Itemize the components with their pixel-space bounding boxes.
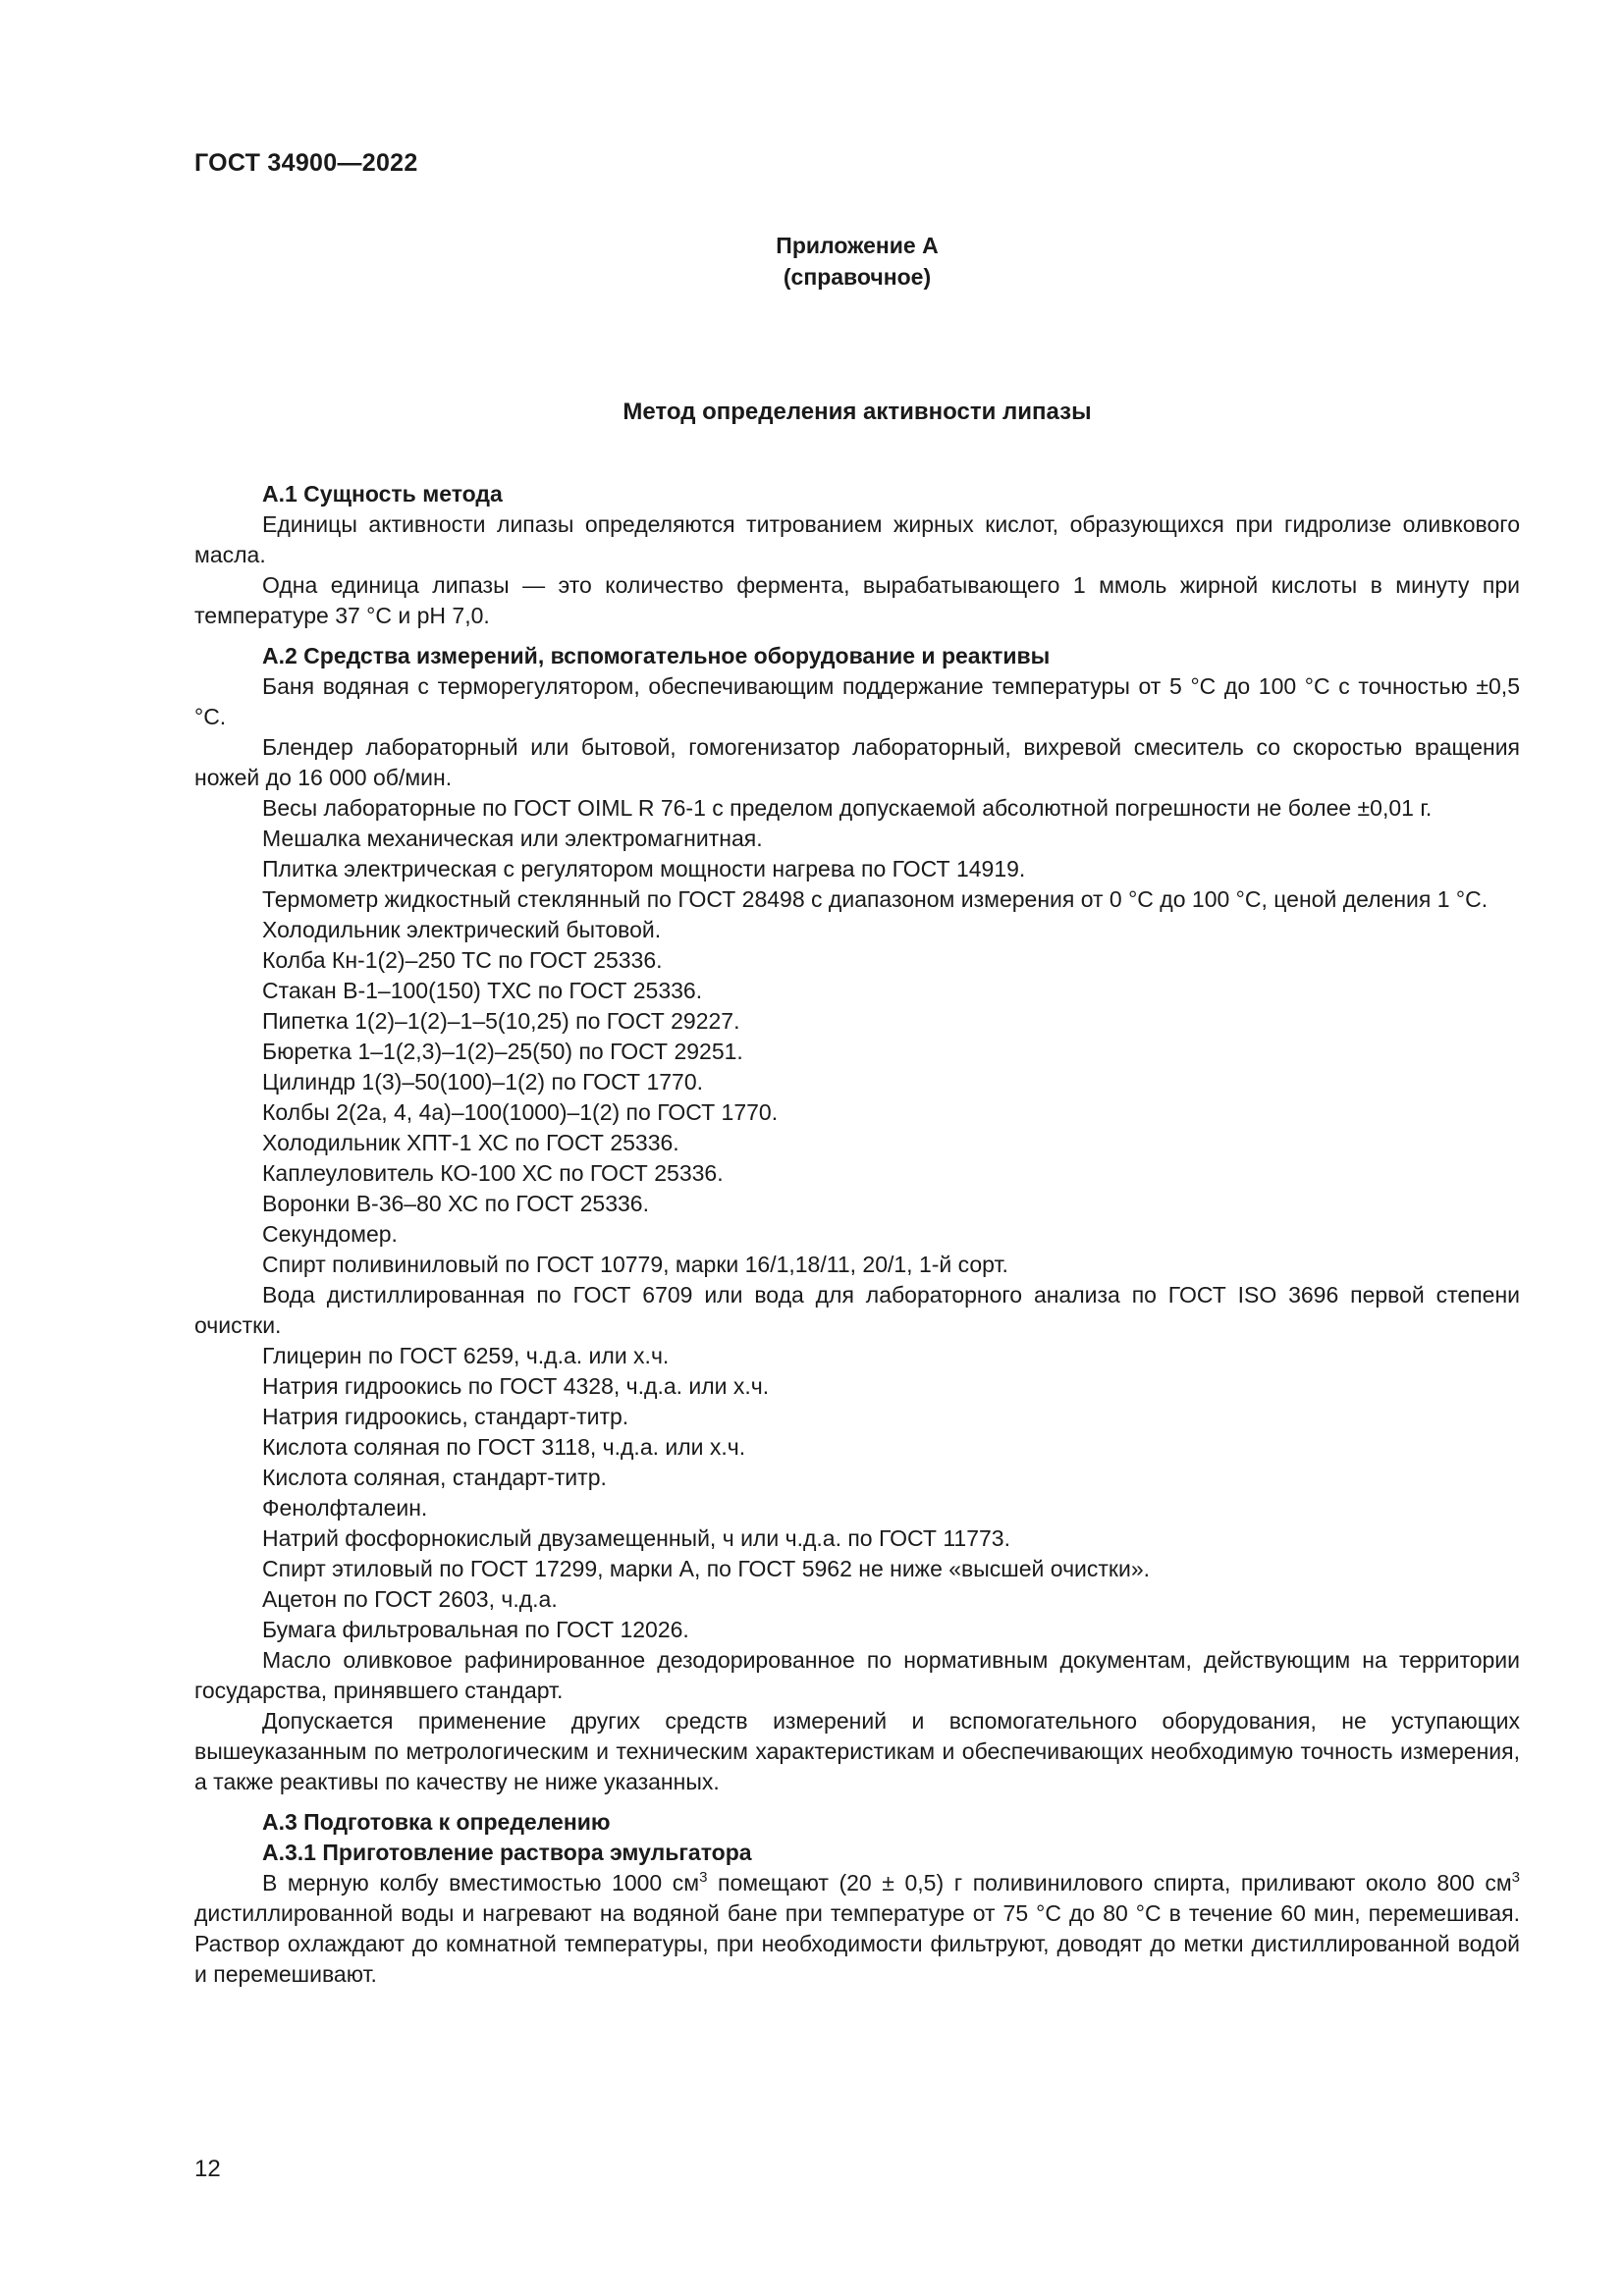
section-a3-title: А.3 Подготовка к определению bbox=[262, 1809, 611, 1835]
list-item: Кислота соляная, стандарт-титр. bbox=[262, 1465, 607, 1490]
section-a2-title: А.2 Средства измерений, вспомогательное оборудование и реактивы bbox=[262, 643, 1051, 668]
list-item: Холодильник ХПТ-1 ХС по ГОСТ 25336. bbox=[262, 1130, 679, 1155]
page-number: 12 bbox=[194, 2156, 221, 2182]
annex-title-block bbox=[194, 230, 1520, 293]
paragraph: Единицы активности липазы определяются титрованием жирных кислот, образующихся при гидролизе оливкового масла. bbox=[194, 511, 1520, 567]
subsection-a3-1-title: А.3.1 Приготовление раствора эмульгатора bbox=[262, 1840, 752, 1865]
paragraph: Одна единица липазы — это количество фермента, вырабатывающего 1 ммоль жирной кислоты в минуту при температуре 37 °С и pH 7,0. bbox=[194, 572, 1520, 628]
list-item: Блендер лабораторный или бытовой, гомогенизатор лабораторный, вихревой смеситель со скоростью вращения ножей до 16 000 об/мин. bbox=[194, 734, 1520, 790]
document-body bbox=[194, 479, 1520, 1990]
superscript: 3 bbox=[1511, 1869, 1520, 1886]
text-run: В мерную колбу вместимостью 1000 см bbox=[262, 1870, 700, 1896]
list-item: Баня водяная с терморегулятором, обеспечивающим поддержание температуры от 5 °С до 100 °С с точностью ±0,5 °С. bbox=[194, 673, 1520, 729]
list-item: Мешалка механическая или электромагнитная. bbox=[262, 826, 763, 851]
list-item: Бумага фильтровальная по ГОСТ 12026. bbox=[262, 1617, 689, 1642]
list-item: Ацетон по ГОСТ 2603, ч.д.а. bbox=[262, 1586, 558, 1612]
section-a1-title: А.1 Сущность метода bbox=[262, 481, 503, 507]
superscript: 3 bbox=[699, 1869, 708, 1886]
document-code-header: ГОСТ 34900—2022 bbox=[194, 149, 418, 177]
list-item: Натрия гидроокись, стандарт-титр. bbox=[262, 1404, 629, 1429]
annex-heading: Метод определения активности липазы bbox=[623, 399, 1092, 425]
list-item: Допускается применение других средств измерений и вспомогательного оборудования, не уступающих вышеуказанным по метрологическим и техническим характеристикам и обеспечивающих необходимую точность измерения, а также реактивы по качеству не ниже указанных. bbox=[194, 1708, 1520, 1794]
paragraph-emulsifier bbox=[194, 1868, 1520, 1990]
list-item: Холодильник электрический бытовой. bbox=[262, 917, 662, 942]
list-item: Весы лабораторные по ГОСТ OIML R 76-1 с пределом допускаемой абсолютной погрешности не более ±0,01 г. bbox=[262, 795, 1433, 821]
text-run: помещают (20 ± 0,5) г поливинилового спирта, приливают около 800 см bbox=[707, 1870, 1512, 1896]
list-item: Бюретка 1–1(2,3)–1(2)–25(50) по ГОСТ 29251. bbox=[262, 1039, 743, 1064]
list-item: Колба Кн-1(2)–250 ТС по ГОСТ 25336. bbox=[262, 947, 663, 973]
annex-subtitle: (справочное) bbox=[783, 264, 932, 290]
list-item: Колбы 2(2а, 4, 4а)–100(1000)–1(2) по ГОСТ 1770. bbox=[262, 1099, 779, 1125]
text-run: дистиллированной воды и нагревают на водяной бане при температуре от 75 °С до 80 °С в течение 60 мин, перемешивая. Раствор охлаждают до комнатной температуры, при необходимости фильтруют, доводят до метки дистиллированной водой и перемешивают. bbox=[194, 1900, 1520, 1987]
list-item: Пипетка 1(2)–1(2)–1–5(10,25) по ГОСТ 29227. bbox=[262, 1008, 740, 1034]
annex-title: Приложение А bbox=[776, 233, 939, 258]
list-item: Термометр жидкостный стеклянный по ГОСТ 28498 с диапазоном измерения от 0 °С до 100 °С, ценой деления 1 °С. bbox=[262, 886, 1489, 912]
list-item: Фенолфталеин. bbox=[262, 1495, 428, 1521]
list-item: Глицерин по ГОСТ 6259, ч.д.а. или х.ч. bbox=[262, 1343, 670, 1368]
list-item: Воронки В-36–80 ХС по ГОСТ 25336. bbox=[262, 1191, 649, 1216]
list-item: Спирт поливиниловый по ГОСТ 10779, марки 16/1,18/11, 20/1, 1-й сорт. bbox=[262, 1252, 1008, 1277]
list-item: Стакан В-1–100(150) ТХС по ГОСТ 25336. bbox=[262, 978, 703, 1003]
equipment-list bbox=[194, 671, 1520, 1797]
list-item: Масло оливковое рафинированное дезодорированное по нормативным документам, действующим на территории государства, принявшего стандарт. bbox=[194, 1647, 1520, 1703]
list-item: Спирт этиловый по ГОСТ 17299, марки А, по ГОСТ 5962 не ниже «высшей очистки». bbox=[262, 1556, 1151, 1581]
list-item: Натрия гидроокись по ГОСТ 4328, ч.д.а. или х.ч. bbox=[262, 1373, 770, 1399]
list-item: Цилиндр 1(3)–50(100)–1(2) по ГОСТ 1770. bbox=[262, 1069, 704, 1095]
list-item: Вода дистиллированная по ГОСТ 6709 или вода для лабораторного анализа по ГОСТ ISO 3696 первой степени очистки. bbox=[194, 1282, 1520, 1338]
list-item: Натрий фосфорнокислый двузамещенный, ч или ч.д.а. по ГОСТ 11773. bbox=[262, 1525, 1010, 1551]
list-item: Каплеуловитель КО-100 ХС по ГОСТ 25336. bbox=[262, 1160, 724, 1186]
list-item: Секундомер. bbox=[262, 1221, 398, 1247]
list-item: Плитка электрическая с регулятором мощности нагрева по ГОСТ 14919. bbox=[262, 856, 1026, 881]
list-item: Кислота соляная по ГОСТ 3118, ч.д.а. или х.ч. bbox=[262, 1434, 746, 1460]
